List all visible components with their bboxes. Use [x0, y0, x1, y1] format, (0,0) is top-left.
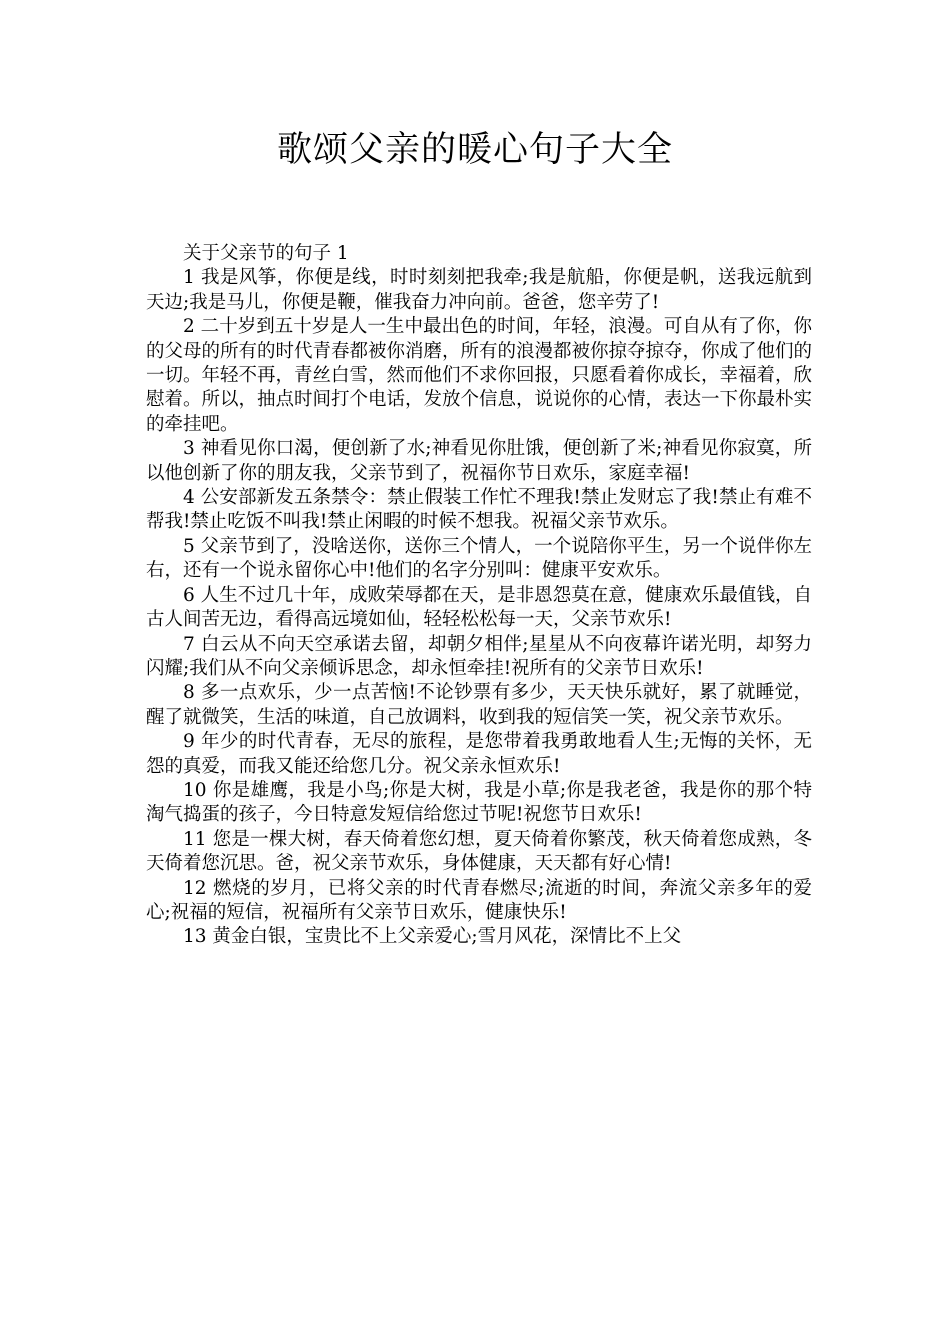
document-body	[146, 242, 812, 950]
paragraph-7: 7 白云从不向天空承诺去留，却朝夕相伴;星星从不向夜幕许诺光明，却努力闪耀;我们从不向父亲倾诉思念，却永恒牵挂!祝所有的父亲节日欢乐!	[146, 633, 812, 679]
paragraph-3: 3 神看见你口渴，便创新了水;神看见你肚饿，便创新了米;神看见你寂寞，所以他创新了你的朋友我，父亲节到了，祝福你节日欢乐，家庭幸福!	[146, 438, 812, 484]
paragraph-5: 5 父亲节到了，没啥送你，送你三个情人，一个说陪你平生，另一个说伴你左右，还有一个说永留你心中!他们的名字分别叫：健康平安欢乐。	[146, 535, 812, 582]
document-title: 歌颂父亲的暖心句子大全	[276, 130, 673, 170]
paragraph-6: 6 人生不过几十年，成败荣辱都在天，是非恩怨莫在意，健康欢乐最值钱，自古人间苦无边，看得高远境如仙，轻轻松松每一天，父亲节欢乐!	[146, 584, 812, 631]
paragraph-9: 9 年少的时代青春，无尽的旅程，是您带着我勇敢地看人生;无悔的关怀，无怨的真爱，而我又能还给您几分。祝父亲永恒欢乐!	[146, 731, 812, 777]
paragraph-11: 11 您是一棵大树，春天倚着您幻想，夏天倚着你繁茂，秋天倚着您成熟，冬天倚着您沉思。爸，祝父亲节欢乐，身体健康，天天都有好心情!	[146, 828, 812, 875]
paragraph-4: 4 公安部新发五条禁令：禁止假装工作忙不理我!禁止发财忘了我!禁止有难不帮我!禁止吃饭不叫我!禁止闲暇的时候不想我。祝福父亲节欢乐。	[146, 487, 812, 533]
paragraph-8: 8 多一点欢乐，少一点苦恼!不论钞票有多少，天天快乐就好，累了就睡觉，醒了就微笑，生活的味道，自己放调料，收到我的短信笑一笑，祝父亲节欢乐。	[146, 682, 812, 728]
paragraph-1: 1 我是风筝，你便是线，时时刻刻把我牵;我是航船，你便是帆，送我远航到天边;我是马儿，你便是鞭，催我奋力冲向前。爸爸，您辛劳了!	[146, 267, 812, 313]
paragraph-13: 13 黄金白银，宝贵比不上父亲爱心;雪月风花，深情比不上父	[183, 926, 682, 948]
section-heading: 关于父亲节的句子 1	[183, 243, 349, 264]
paragraph-12: 12 燃烧的岁月，已将父亲的时代青春燃尽;流逝的时间，奔流父亲多年的爱心;祝福的短信，祝福所有父亲节日欢乐，健康快乐!	[146, 877, 812, 923]
paragraph-2: 2 二十岁到五十岁是人一生中最出色的时间，年轻，浪漫。可自从有了你，你的父母的所有的时代青春都被你消磨，所有的浪漫都被你掠夺掠夺，你成了他们的一切。年轻不再，青丝白雪，然而他们不求你回报，只愿看着你成长，幸福着，欣慰着。所以，抽点时间打个电话，发放个信息，说说你的心情，表达一下你最朴实的牵挂吧。	[146, 316, 813, 435]
paragraph-10: 10 你是雄鹰，我是小鸟;你是大树，我是小草;你是我老爸，我是你的那个特淘气捣蛋的孩子，今日特意发短信给您过节呢!祝您节日欢乐!	[146, 779, 812, 826]
